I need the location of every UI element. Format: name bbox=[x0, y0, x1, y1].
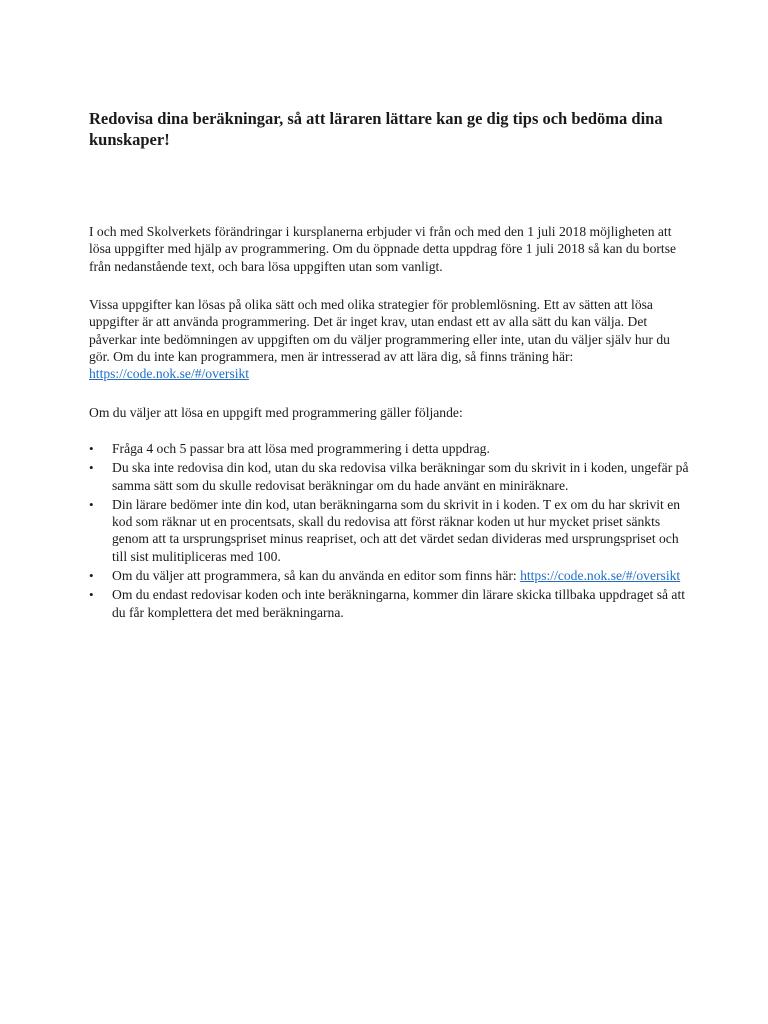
bullet-icon: • bbox=[89, 441, 94, 456]
rules-intro-paragraph: Om du väljer att lösa en uppgift med programmering gäller följande: bbox=[89, 405, 463, 420]
bullet-icon: • bbox=[89, 496, 94, 512]
editor-link[interactable]: https://code.nok.se/#/oversikt bbox=[520, 568, 681, 584]
list-item bbox=[89, 586, 689, 621]
list-item bbox=[89, 440, 689, 457]
bullet-icon: • bbox=[89, 460, 94, 476]
list-item-text: Du ska inte redovisa din kod, utan du ska redovisa vilka beräkningar som du skrivit in i koden, ungefär på samma sätt som du skulle redovisat beräkningar om du hade använt en miniräknare. bbox=[112, 460, 689, 493]
intro-paragraph: I och med Skolverkets förändringar i kursplanerna erbjuder vi från och med den 1 juli 2018 möjligheten att lösa uppgifter med hjälp av programmering. Om du öppnade detta uppdrag före 1 juli 2018 så kan du bortse från nedanstående text, och bara lösa uppgiften utan som vanligt. bbox=[89, 224, 677, 274]
list-item-text: Om du väljer att programmera, så kan du använda en editor som finns här: bbox=[112, 568, 521, 584]
bullet-icon: • bbox=[89, 568, 94, 584]
programming-info-paragraph bbox=[89, 296, 689, 382]
list-item bbox=[89, 459, 689, 494]
list-item-text: Fråga 4 och 5 passar bra att lösa med programmering i detta uppdrag. bbox=[112, 441, 490, 456]
document-title: Redovisa dina beräkningar, så att läraren lättare kan ge dig tips och bedöma dina kunskaper! bbox=[89, 109, 663, 149]
list-item-text: Din lärare bedömer inte din kod, utan beräkningarna som du skrivit in i koden. T ex om du har skrivit en kod som räknar ut en procentsats, skall du redovisa att först räknar koden ut hur mycket priset sänkts genom att ta ursprungspriset minus reapriset, och att det värdet sedan divideras med ursprungspriset och till sist mulitipliceras med 100. bbox=[112, 496, 681, 564]
bullet-icon: • bbox=[89, 587, 94, 603]
programming-info-text: Vissa uppgifter kan lösas på olika sätt och med olika strategier för problemlösning. Ett av sätten att lösa uppgifter är att använda programmering. Det är inget krav, utan endast ett av alla sätt du kan välja. Det påverkar inte bedömningen av uppgiften om du väljer programmering eller inte, utan du väljer själv hur du gör. Om du inte kan programmera, men är intresserad av att lära dig, så finns träning här: bbox=[89, 297, 670, 364]
list-item-text: Om du endast redovisar koden och inte beräkningarna, kommer din lärare skicka tillbaka uppdraget så att du får komplettera det med beräkningarna. bbox=[112, 587, 686, 620]
list-item bbox=[89, 567, 689, 584]
rules-list bbox=[89, 440, 689, 623]
training-link[interactable]: https://code.nok.se/#/oversikt bbox=[89, 366, 250, 382]
list-item bbox=[89, 496, 689, 565]
